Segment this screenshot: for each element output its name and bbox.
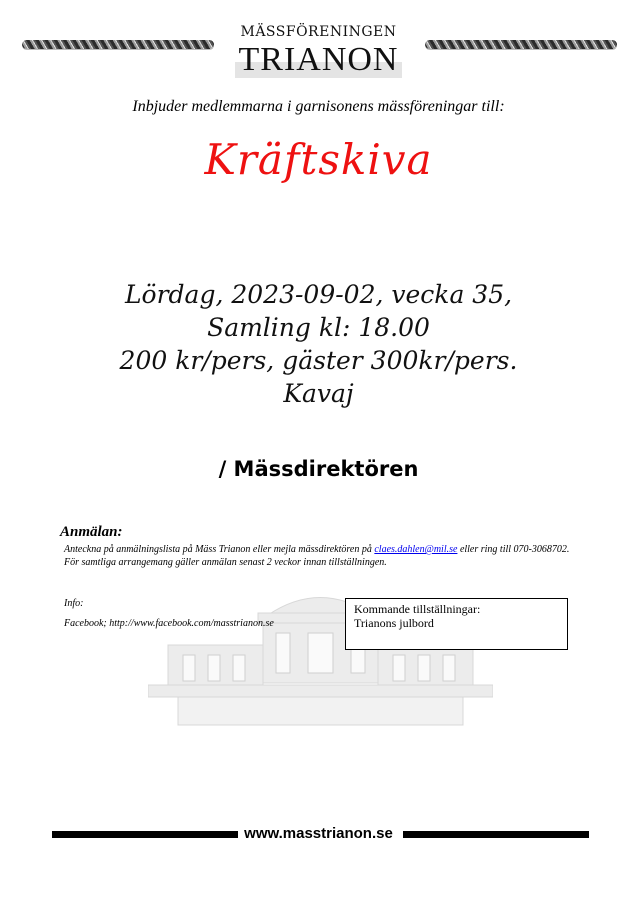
logo-title-text: TRIANON [235,42,403,78]
upcoming-events-box [345,598,568,650]
registration-heading: Anmälan: [60,524,123,540]
registration-text-before: Anteckna på anmälningslista på Mäss Trianon eller mejla mässdirektören på [64,544,375,555]
info-label: Info: [64,598,84,609]
event-title: Kräftskiva [204,135,433,184]
event-price: 200 kr/pers, gäster 300kr/pers. [119,346,518,375]
logo-subtitle: MÄSSFÖRENINGEN [240,24,397,40]
upcoming-event-item: Trianons julbord [354,616,434,630]
registration-instructions [64,543,574,556]
event-details [0,278,637,410]
registration-text [64,543,574,569]
logo-title [0,42,637,78]
facebook-link-text: Facebook; http://www.facebook.com/masstrianon.se [64,618,274,629]
signature: / Mässdirektören [218,457,419,481]
invitation-text: Inbjuder medlemmarna i garnisonens mässföreningar till: [132,98,505,115]
footer-website: www.masstrianon.se [244,825,393,842]
event-date: Lördag, 2023-09-02, vecka 35, [124,280,513,309]
event-dress-code: Kavaj [283,379,354,408]
registration-text-after: eller ring till 070-3068702. [457,544,570,555]
upcoming-events-heading: Kommande tillställningar: [354,602,481,616]
registration-deadline: För samtliga arrangemang gäller anmälan senast 2 veckor innan tillställningen. [64,557,387,568]
event-gathering-time: Samling kl: 18.00 [207,313,430,342]
email-link[interactable]: claes.dahlen@mil.se [374,544,458,555]
